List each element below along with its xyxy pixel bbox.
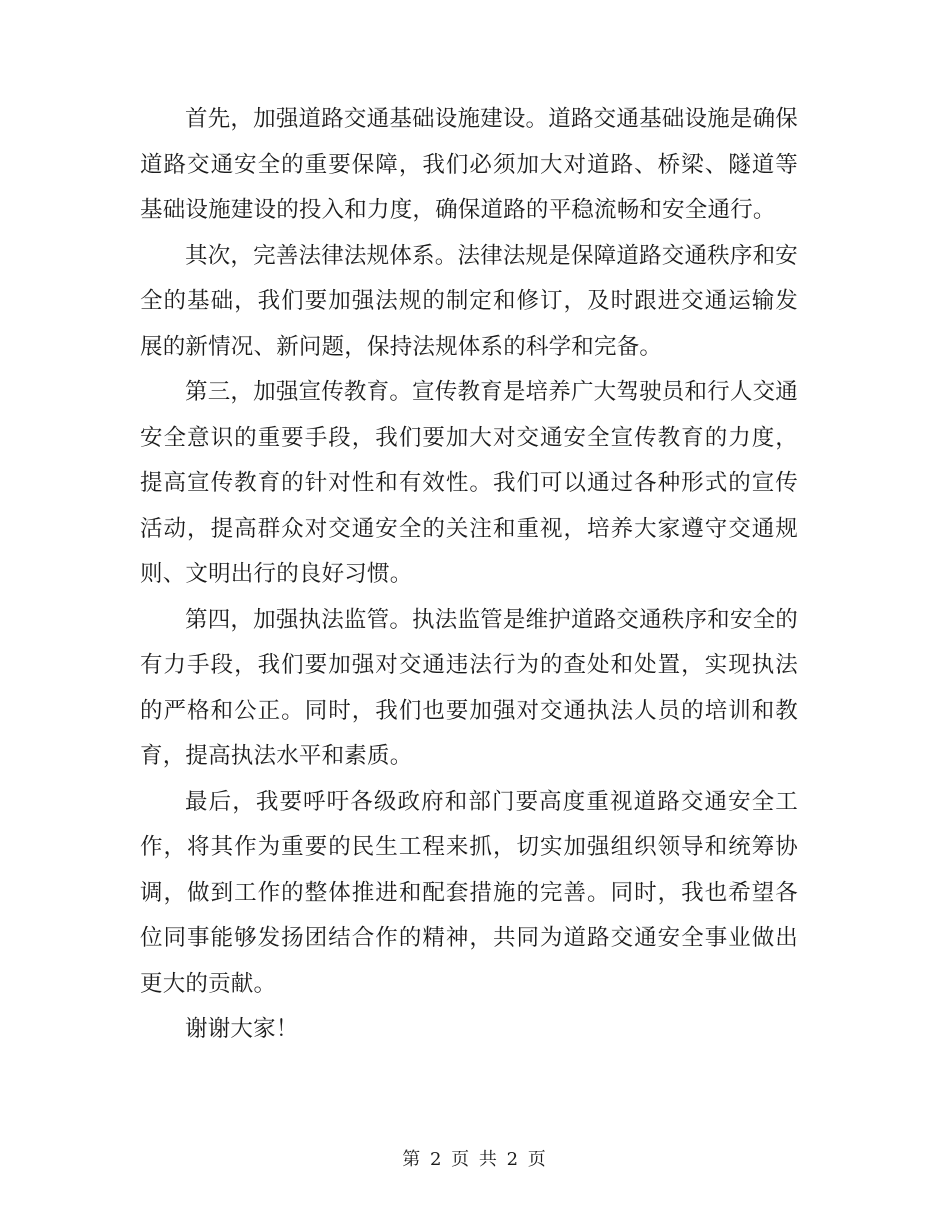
paragraph-enforcement: 第四，加强执法监管。执法监管是维护道路交通秩序和安全的有力手段，我们要加强对交通违法行为的查处和处置，实现执法的严格和公正。同时，我们也要加强对交通执法人员的培训和教育，提高执法水平和素质。 xyxy=(140,606,798,769)
paragraph-infrastructure: 首先，加强道路交通基础设施建设。道路交通基础设施是确保道路交通安全的重要保障，我们必须加大对道路、桥梁、隧道等基础设施建设的投入和力度，确保道路的平稳流畅和安全通行。 xyxy=(140,106,798,223)
paragraph-education: 第三，加强宣传教育。宣传教育是培养广大驾驶员和行人交通安全意识的重要手段，我们要加大对交通安全宣传教育的力度，提高宣传教育的针对性和有效性。我们可以通过各种形式的宣传活动，提高群众对交通安全的关注和重视，培养大家遵守交通规则、文明出行的良好习惯。 xyxy=(140,379,798,587)
document-body xyxy=(140,97,798,1053)
paragraph-thanks: 谢谢大家！ xyxy=(185,1016,299,1042)
paragraph-legal-system: 其次，完善法律法规体系。法律法规是保障道路交通秩序和安全的基础，我们要加强法规的制定和修订，及时跟进交通运输发展的新情况、新问题，保持法规体系的科学和完备。 xyxy=(140,242,798,360)
paragraph-conclusion: 最后，我要呼吁各级政府和部门要高度重视道路交通安全工作，将其作为重要的民生工程来抓，切实加强组织领导和统筹协调，做到工作的整体推进和配套措施的完善。同时，我也希望各位同事能够发扬团结合作的精神，共同为道路交通安全事业做出更大的贡献。 xyxy=(140,788,798,997)
page-footer xyxy=(0,1148,950,1172)
page-number-label: 第 2 页 共 2 页 xyxy=(402,1149,548,1170)
